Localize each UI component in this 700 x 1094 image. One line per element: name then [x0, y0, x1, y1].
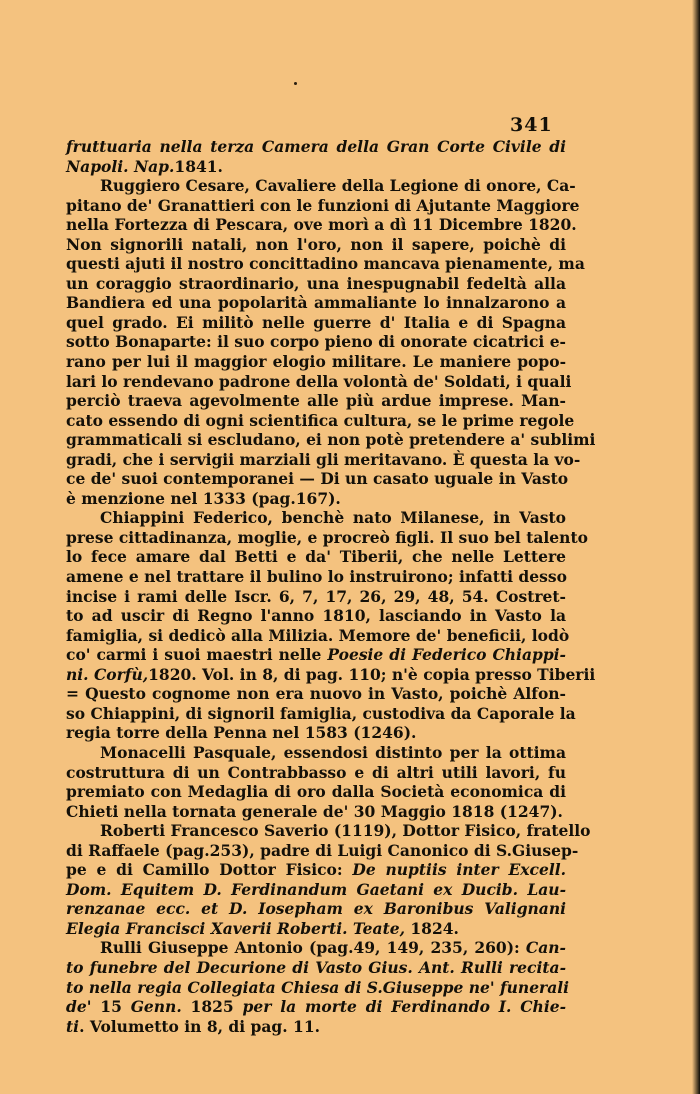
italic-text: De nuptiis inter Excell. — [352, 860, 567, 880]
text-line — [66, 391, 566, 411]
text-line — [66, 703, 576, 724]
page-edge-shadow — [692, 0, 700, 1094]
italic-text: renzanae ecc. et D. Iosepham ex Baronibus Valignani — [66, 899, 566, 919]
text-line — [66, 880, 566, 900]
page-number: 341 — [510, 114, 553, 136]
text-segment: 1824. — [405, 918, 459, 938]
text-segment: so Chiappini, di signoril famiglia, custodiva da Caporale la — [66, 703, 576, 723]
text-line — [66, 293, 566, 313]
text-segment: sotto Bonaparte: il suo corpo pieno di onorate cicatrici e- — [66, 332, 566, 352]
text-line — [66, 684, 566, 704]
text-line — [66, 489, 566, 509]
text-line — [66, 157, 566, 177]
text-line — [66, 723, 566, 743]
italic-text: fruttuaria nella terza Camera della Gran Corte Civile di — [66, 137, 566, 156]
text-segment: lo fece amare dal Betti e da' Tiberii, che nelle Lettere — [66, 547, 566, 567]
text-segment: lari lo rendevano padrone della volontà de' Soldati, i quali — [66, 371, 572, 391]
text-segment: prese cittadinanza, moglie, e procreò figli. Il suo bel talento — [66, 527, 588, 547]
text-segment: Non signorili natali, non l'oro, non il sapere, poichè di — [66, 234, 566, 254]
text-line — [66, 840, 579, 861]
text-line — [66, 508, 566, 528]
text-line — [66, 410, 575, 431]
text-line — [66, 430, 596, 450]
text-segment: co' carmi i suoi maestri nelle — [66, 645, 328, 665]
italic-text: Dom. Equitem D. Ferdinandum Gaetani ex Ducib. Lau- — [66, 879, 566, 899]
text-line — [66, 782, 566, 802]
body-text — [66, 137, 596, 1036]
text-line — [66, 567, 566, 587]
text-line — [66, 1017, 566, 1037]
text-segment: Monacelli Pasquale, essendosi distinto per la ottima — [100, 742, 566, 762]
text-line — [66, 587, 566, 607]
text-segment: regia torre della Penna nel 1583 (1246). — [66, 723, 417, 743]
text-line — [66, 763, 566, 783]
text-line — [66, 332, 566, 352]
text-line — [66, 958, 566, 978]
text-segment: grammaticali si escludano, ei non potè pretendere a' sublimi — [66, 430, 596, 450]
text-line — [66, 743, 566, 763]
text-line — [66, 195, 580, 216]
italic-text: Can- — [525, 938, 566, 958]
text-segment: famiglia, si dedicò alla Milizia. Memore de' beneficii, lodò — [66, 625, 570, 645]
text-line — [66, 449, 581, 470]
text-segment: Roberti Francesco Saverio (1119), Dottor Fisico, fratello — [100, 821, 591, 841]
text-segment: perciò traeva agevolmente alle più ardue imprese. Man- — [66, 391, 566, 411]
text-segment: è menzione nel 1333 (pag.167). — [66, 488, 341, 508]
text-segment: quel grado. Ei militò nelle guerre d' Italia e di Spagna — [66, 312, 566, 332]
text-line — [66, 371, 572, 392]
text-segment: rano per lui il maggior elogio militare. Le maniere popo- — [66, 352, 566, 372]
text-segment: Chiappini Federico, benchè nato Milanese, in Vasto — [100, 508, 566, 528]
text-segment: Rulli Giuseppe Antonio (pag.49, 149, 235, 260): — [100, 938, 526, 958]
text-line — [66, 645, 566, 665]
text-line — [66, 860, 566, 880]
italic-text: ni. Corfù, — [66, 664, 149, 684]
text-line — [66, 469, 569, 489]
text-segment: to ad uscir di Regno l'anno 1810, lasciando in Vasto la — [66, 606, 566, 626]
italic-text: de' — [66, 997, 101, 1017]
text-line — [66, 215, 577, 235]
text-line — [66, 313, 566, 333]
text-segment: cato essendo di ogni scientifica cultura, se le prime regole — [66, 410, 575, 430]
text-segment: Chieti nella tornata generale de' 30 Maggio 1818 (1247). — [66, 801, 563, 821]
text-segment: premiato con Medaglia di oro dalla Società economica di — [66, 782, 566, 802]
text-segment: 1825 — [190, 997, 243, 1017]
text-line — [66, 664, 596, 685]
italic-text: Genn. — [130, 997, 191, 1017]
text-line — [66, 235, 566, 255]
text-segment: 1820. Vol. in 8, di pag. 110; n'è copia presso Tiberii — [148, 664, 596, 684]
text-line — [66, 527, 588, 548]
text-segment: di Raffaele (pag.253), padre di Luigi Canonico di S.Giusep- — [66, 840, 579, 860]
text-segment: pe e di Camillo Dottor Fisico: — [66, 860, 353, 880]
text-segment: = Questo cognome non era nuovo in Vasto, poichè Alfon- — [66, 684, 566, 704]
text-line — [66, 899, 566, 919]
text-line — [66, 802, 566, 822]
text-segment: . Volumetto in 8, di pag. 11. — [79, 1016, 321, 1036]
text-segment: Ruggiero Cesare, Cavaliere della Legione di onore, Ca- — [100, 176, 576, 196]
text-segment: un coraggio straordinario, una inespugnabil fedeltà alla — [66, 273, 566, 293]
text-line — [66, 919, 566, 939]
text-segment: amene e nel trattare il bulino lo instruirono; infatti desso — [66, 567, 567, 587]
text-segment: incise i rami delle Iscr. 6, 7, 17, 26, 29, 48, 54. Costret- — [66, 586, 566, 606]
italic-text: Poesie di Federico Chiappi- — [327, 645, 566, 665]
ink-speck — [294, 82, 297, 85]
text-line — [66, 606, 566, 626]
text-segment: Bandiera ed una popolarità ammaliante lo innalzarono a — [66, 293, 566, 313]
italic-text: Napoli. Nap. — [66, 156, 175, 176]
text-segment: questi ajuti il nostro concittadino mancava pienamente, ma — [66, 254, 585, 274]
italic-text: Elegia Francisci Xaverii Roberti. Teate, — [66, 918, 405, 938]
text-line — [66, 997, 566, 1017]
text-line — [66, 625, 570, 646]
text-line — [66, 254, 585, 274]
text-line — [66, 938, 566, 958]
text-segment: costruttura di un Contrabbasso e di altri utili lavori, fu — [66, 762, 566, 782]
text-line — [66, 977, 570, 998]
text-line — [66, 547, 566, 567]
italic-text: ti — [66, 1016, 80, 1036]
italic-text: to nella regia Collegiata Chiesa di S.Giuseppe ne' funerali — [66, 977, 570, 997]
text-segment: 1841. — [174, 156, 223, 176]
text-line — [66, 352, 566, 372]
italic-text: per la morte di Ferdinando I. Chie- — [242, 997, 567, 1017]
text-segment: pitano de' Granattieri con le funzioni di Ajutante Maggiore — [66, 195, 580, 215]
text-line — [66, 176, 576, 196]
italic-text: to funebre del Decurione di Vasto Gius. Ant. Rulli recita- — [66, 957, 566, 977]
text-line — [66, 821, 591, 841]
text-segment: gradi, che i servigii marziali gli meritavano. È questa la vo- — [66, 449, 581, 469]
text-line — [66, 274, 566, 294]
text-line — [66, 137, 566, 157]
text-segment: nella Fortezza di Pescara, ove morì a dì 11 Dicembre 1820. — [66, 215, 577, 235]
text-segment: 15 — [100, 997, 131, 1017]
text-segment: ce de' suoi contemporanei — Di un casato uguale in Vasto — [66, 469, 569, 489]
